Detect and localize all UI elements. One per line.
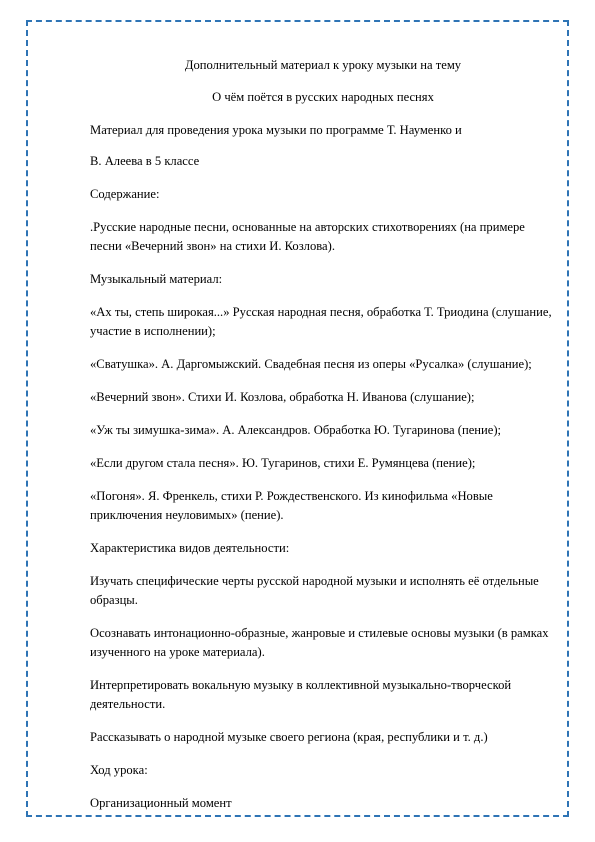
music-item: «Сватушка». А. Даргомыжский. Свадебная песня из оперы «Русалка» (слушание); [90,357,532,371]
music-item: «Если другом стала песня». Ю. Тугаринов, стихи Е. Румянцева (пение); [90,456,476,470]
music-item: «Уж ты зимушка-зима». А. Александров. Обработка Ю. Тугаринова (пение); [90,423,502,437]
activity-label: Характеристика видов деятельности: [90,541,290,555]
activity-item: Осознавать интонационно-образные, жанровые и стилевые основы музыки (в рамках изученного на уроке материала). [90,626,549,659]
intro-line-2: В. Алеева в 5 классе [90,154,200,168]
content-text: .Русские народные песни, основанные на авторских стихотворениях (на примере песни «Вечерний звон» на стихи И. Козлова). [90,220,525,253]
music-item: «Ах ты, степь широкая...» Русская народная песня, обработка Т. Триодина (слушание, участие в исполнении); [90,305,552,338]
music-material-label: Музыкальный материал: [90,272,223,286]
content-label: Содержание: [90,187,160,201]
lesson-first-step: Организационный момент [90,796,232,810]
activity-item: Рассказывать о народной музыке своего региона (края, республики и т. д.) [90,730,488,744]
intro-line-1: Материал для проведения урока музыки по программе Т. Науменко и [90,123,462,137]
document-title: Дополнительный материал к уроку музыки на тему [184,58,462,72]
music-item: «Погоня». Я. Френкель, стихи Р. Рождественского. Из кинофильма «Новые приключения неуловимых» (пение). [90,489,493,522]
activity-item: Изучать специфические черты русской народной музыки и исполнять её отдельные образцы. [90,574,539,607]
activity-item: Интерпретировать вокальную музыку в коллективной музыкально-творческой деятельности. [90,678,512,711]
document-subtitle: О чём поётся в русских народных песнях [212,90,434,104]
document-body [90,56,556,827]
music-item: «Вечерний звон». Стихи И. Козлова, обработка Н. Иванова (слушание); [90,390,475,404]
lesson-label: Ход урока: [90,763,148,777]
